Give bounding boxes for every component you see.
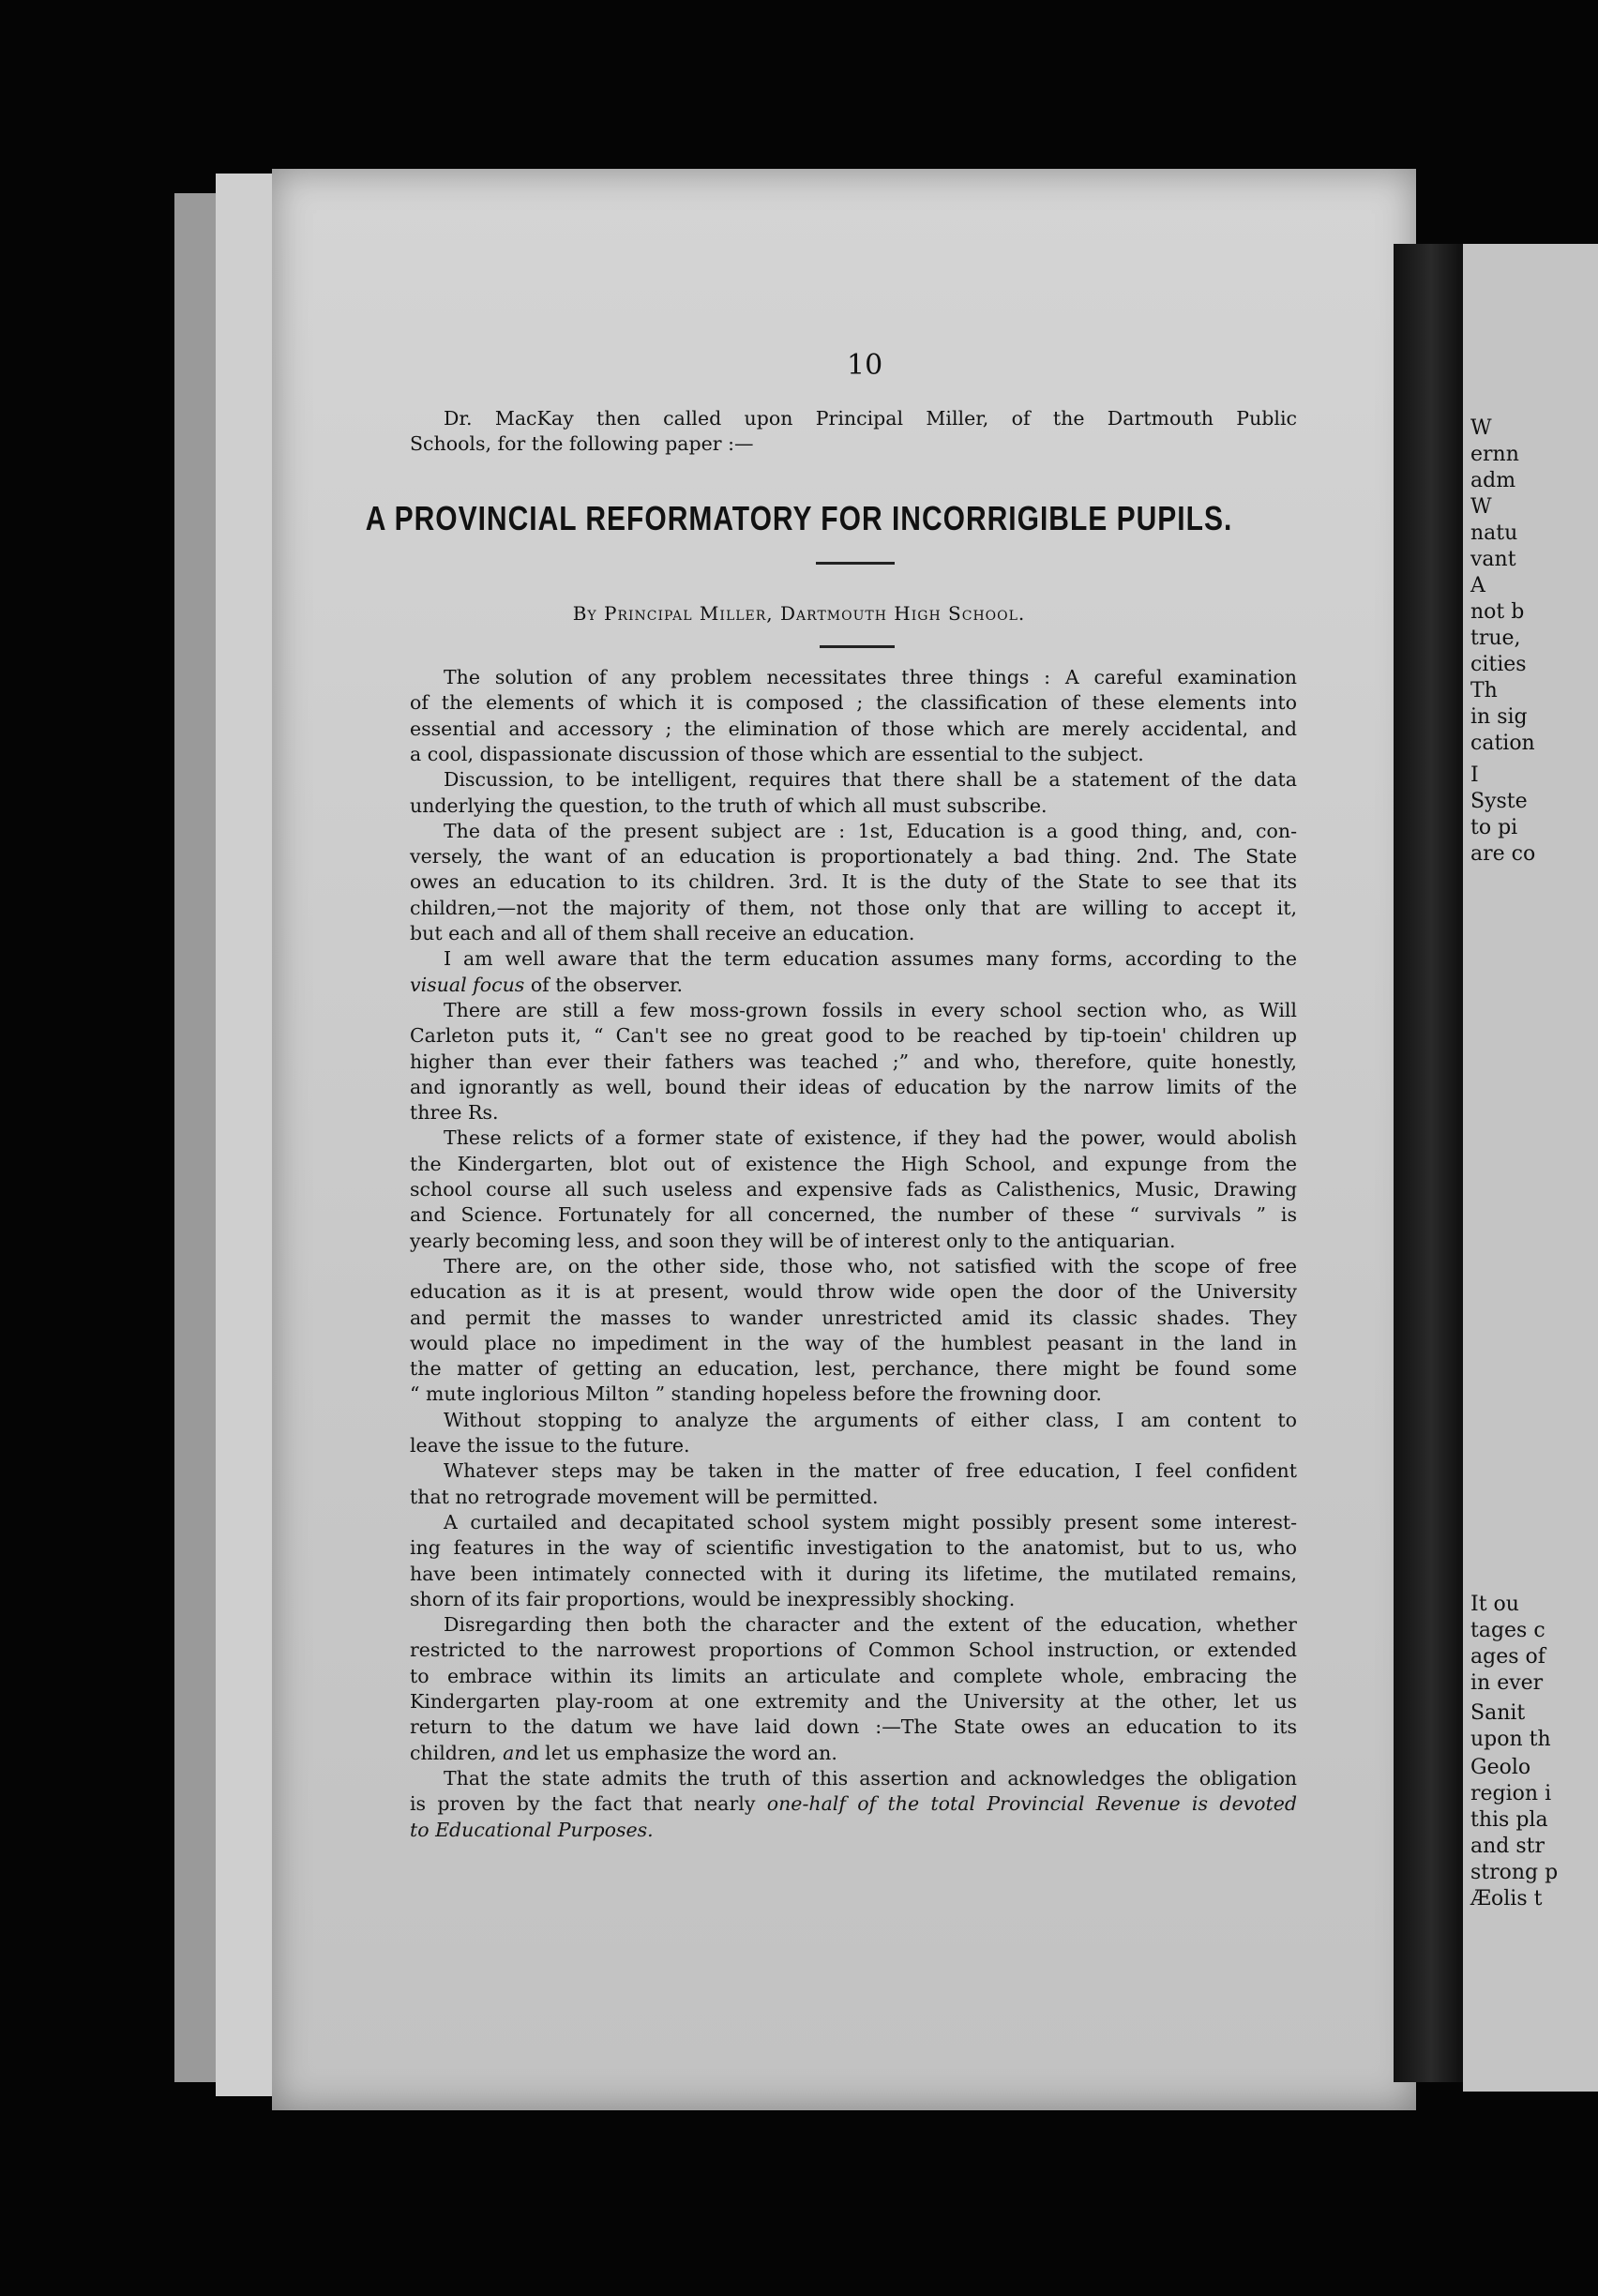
body-line: of the elements of which it is composed ; the classification of these elements into <box>410 691 1297 715</box>
body-line: would place no impediment in the way of the humblest peasant in the land in <box>410 1331 1297 1354</box>
byline-rule <box>820 645 895 648</box>
body-line: children, and let us emphasize the word an. <box>410 1741 837 1764</box>
facing-page-fragment: tages c <box>1470 1619 1545 1642</box>
facing-page-fragment: vant <box>1470 548 1516 571</box>
facing-page-fragment: cation <box>1470 732 1535 755</box>
facing-page-fragment: upon th <box>1470 1728 1551 1751</box>
facing-page-fragment: in ever <box>1470 1671 1544 1695</box>
body-line: leave the issue to the future. <box>410 1434 690 1457</box>
body-line: There are still a few moss-grown fossils in every school section who, as Will <box>444 998 1297 1021</box>
body-line: The data of the present subject are : 1st, Education is a good thing, and, con- <box>444 819 1297 842</box>
body-line: ing features in the way of scientific investigation to the anatomist, but to us, who <box>410 1536 1297 1560</box>
facing-page-fragment: I <box>1470 763 1479 787</box>
body-line: restricted to the narrowest proportions of Common School instruction, or extended <box>410 1639 1297 1662</box>
body-line: essential and accessory ; the elimination of those which are merely accidental, and <box>410 717 1297 740</box>
body-line: but each and all of them shall receive an education. <box>410 922 915 944</box>
facing-page-fragment: Syste <box>1470 790 1528 813</box>
body-line: “ mute inglorious Milton ” standing hopeless before the frowning door. <box>410 1382 1102 1406</box>
body-line: and ignorantly as well, bound their ideas of education by the narrow limits of the <box>410 1075 1297 1098</box>
facing-page-fragment: It ou <box>1470 1593 1519 1616</box>
body-line: owes an education to its children. 3rd. It is the duty of the State to see that its <box>410 870 1297 894</box>
intro-line: Dr. MacKay then called upon Principal Miller, of the Dartmouth Public <box>444 407 1297 430</box>
facing-page-fragment: ernn <box>1470 443 1519 466</box>
body-line: higher than ever their fathers was teached ;” and who, therefore, quite honestly, <box>410 1050 1297 1073</box>
facing-page-fragment: Geolo <box>1470 1756 1531 1779</box>
facing-page-fragment: W <box>1470 495 1492 519</box>
body-line: These relicts of a former state of existence, if they had the power, would abolish <box>444 1126 1297 1150</box>
title-rule <box>816 562 895 565</box>
body-line: a cool, dispassionate discussion of those which are essential to the subject. <box>410 742 1144 765</box>
intro-line: Schools, for the following paper :— <box>410 432 754 455</box>
facing-page-fragment: Æolis t <box>1470 1887 1543 1911</box>
body-line: underlying the question, to the truth of which all must subscribe. <box>410 793 1048 817</box>
body-line: have been intimately connected with it during its lifetime, the mutilated remains, <box>410 1562 1297 1585</box>
article-title: A PROVINCIAL REFORMATORY FOR INCORRIGIBLE PUPILS. <box>365 500 1233 538</box>
facing-page-fragment: Th <box>1470 679 1498 702</box>
body-line: three Rs. <box>410 1101 499 1125</box>
facing-page-fragment: adm <box>1470 469 1516 492</box>
body-line: and Science. Fortunately for all concerned, the number of these “ survivals ” is <box>410 1203 1297 1227</box>
body-line: Whatever steps may be taken in the matter of free education, I feel confident <box>444 1459 1297 1483</box>
facing-page-fragment: in sig <box>1470 705 1528 729</box>
facing-page-fragment: strong p <box>1470 1861 1559 1884</box>
body-line: There are, on the other side, those who, not satisfied with the scope of free <box>444 1254 1297 1277</box>
body-line: versely, the want of an education is proportionately a bad thing. 2nd. The State <box>410 845 1297 869</box>
body-line: is proven by the fact that nearly one-half of the total Provincial Revenue is devoted <box>410 1792 1297 1816</box>
body-line: education as it is at present, would throw wide open the door of the University <box>410 1280 1297 1304</box>
body-line: visual focus of the observer. <box>410 973 684 996</box>
body-line: Carleton puts it, “ Can't see no great good to be reached by tip-toein' children up <box>410 1024 1297 1048</box>
facing-page-fragment: this pla <box>1470 1808 1548 1832</box>
facing-page-fragment: cities <box>1470 653 1527 676</box>
page-number: 10 <box>847 349 883 382</box>
facing-page-fragment: true, <box>1470 627 1521 650</box>
body-line: I am well aware that the term education assumes many forms, according to the <box>444 947 1297 971</box>
facing-page-fragment: are co <box>1470 842 1536 866</box>
body-line: The solution of any problem necessitates three things : A careful examination <box>444 666 1297 688</box>
body-line: children,—not the majority of them, not those only that are willing to accept it, <box>410 896 1297 919</box>
body-line: That the state admits the truth of this assertion and acknowledges the obligation <box>444 1766 1297 1790</box>
body-line: Discussion, to be intelligent, requires that there shall be a statement of the data <box>444 768 1297 792</box>
facing-page-fragment: and str <box>1470 1835 1545 1858</box>
body-line: Without stopping to analyze the arguments of either class, I am content to <box>444 1408 1297 1431</box>
body-line: Disregarding then both the character and the extent of the education, whether <box>444 1613 1297 1637</box>
facing-page-fragment: region i <box>1470 1782 1552 1805</box>
facing-page-fragment: natu <box>1470 521 1518 545</box>
body-line: the Kindergarten, blot out of existence the High School, and expunge from the <box>410 1152 1297 1175</box>
facing-page-fragment: to pi <box>1470 816 1518 839</box>
body-line: that no retrograde movement will be permitted. <box>410 1485 879 1508</box>
article-byline: By Principal Miller, Dartmouth High School. <box>572 602 1026 625</box>
facing-page-fragment: ages of <box>1470 1645 1545 1669</box>
body-line: Kindergarten play-room at one extremity and the University at the other, let us <box>410 1690 1297 1713</box>
facing-page-fragment: A <box>1470 574 1485 597</box>
facing-page-fragment: Sanit <box>1470 1701 1526 1725</box>
body-line: to Educational Purposes. <box>410 1818 654 1841</box>
body-line: A curtailed and decapitated school system might possibly present some interest- <box>444 1510 1297 1533</box>
body-line: and permit the masses to wander unrestricted amid its classic shades. They <box>410 1306 1297 1329</box>
body-line: school course all such useless and expensive fads as Calisthenics, Music, Drawing <box>410 1178 1297 1201</box>
body-line: the matter of getting an education, lest, perchance, there might be found some <box>410 1357 1297 1381</box>
body-line: return to the datum we have laid down :—The State owes an education to its <box>410 1715 1297 1739</box>
body-line: to embrace within its limits an articulate and complete whole, embracing the <box>410 1664 1297 1687</box>
facing-page-fragment: W <box>1470 416 1492 440</box>
body-line: yearly becoming less, and soon they will be of interest only to the antiquarian. <box>410 1229 1176 1252</box>
facing-page-fragment: not b <box>1470 600 1525 624</box>
body-line: shorn of its fair proportions, would be inexpressibly shocking. <box>410 1587 1016 1610</box>
